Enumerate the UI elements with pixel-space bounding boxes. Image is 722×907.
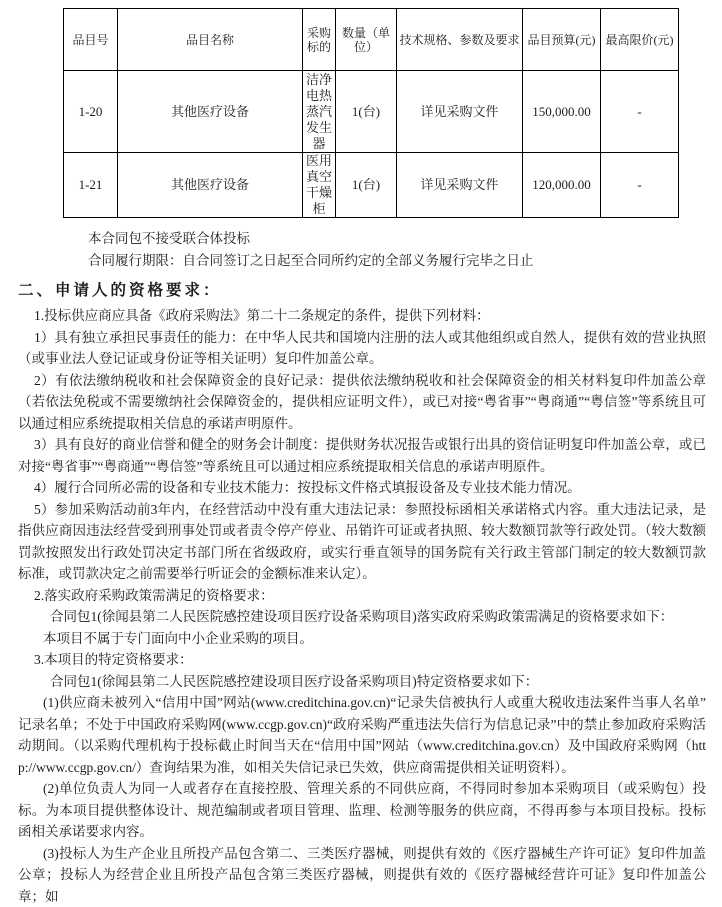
cell-target: 医用真空干燥柜: [303, 153, 336, 218]
paragraph: 3）具有良好的商业信誉和健全的财务会计制度：提供财务状况报告或银行出具的资信证明复印件加盖公章，或已对接“粤省事”“粤商通”“粤信签”等系统且可以通过相应系统提取相关信息的承诺声明原件。: [18, 434, 706, 477]
header-cell-max-price: 最高限价(元): [601, 9, 679, 71]
table-header-row: [64, 9, 679, 71]
header-cell-budget: 品目预算(元): [523, 9, 601, 71]
paragraph: 5）参加采购活动前3年内，在经营活动中没有重大违法记录：参照投标函相关承诺格式内容。重大违法记录，是指供应商因违法经营受到刑事处罚或者责令停产停业、吊销许可证或者执照、较大数额罚款等行政处罚。（较大数额罚款按照发出行政处罚决定书部门所在省级政府，或实行垂直领导的国务院有关行政主管部门制定的较大数额罚款标准，或罚款决定之前需要举行听证会的金额标准来认定）。: [18, 499, 706, 585]
paragraph: (2)单位负责人为同一人或者存在直接控股、管理关系的不同供应商，不得同时参加本采购项目（或采购包）投标。为本项目提供整体设计、规范编制或者项目管理、监理、检测等服务的供应商，不得再参与本项目投标。投标函相关承诺要求内容。: [18, 778, 706, 843]
paragraph: 合同包1(徐闻县第二人民医院感控建设项目医疗设备采购项目)特定资格要求如下：: [18, 671, 706, 693]
note-contract-period: 合同履行期限：自合同签订之日起至合同所约定的全部义务履行完毕之日止: [18, 250, 706, 272]
cell-target: 洁净电热蒸汽发生器: [303, 71, 336, 153]
cell-budget: 120,000.00: [523, 153, 601, 218]
header-cell-item-no: 品目号: [64, 9, 118, 71]
cell-budget: 150,000.00: [523, 71, 601, 153]
header-cell-specs: 技术规格、参数及要求: [397, 9, 523, 71]
paragraph: 1）具有独立承担民事责任的能力：在中华人民共和国境内注册的法人或其他组织或自然人，提供有效的营业执照（或事业法人登记证或身份证等相关证明）复印件加盖公章。: [18, 327, 706, 370]
paragraph: 2）有依法缴纳税收和社会保障资金的良好记录：提供依法缴纳税收和社会保障资金的相关材料复印件加盖公章（若依法免税或不需要缴纳社会保障资金的，提供相应证明文件），或已对接“粤省事”“粤商通”“粤信签”等系统且可以通过相应系统提取相关信息的承诺声明原件。: [18, 370, 706, 435]
section-heading-applicant-qualification: 二、申请人的资格要求：: [18, 280, 706, 302]
cell-quantity: 1(台): [336, 71, 397, 153]
cell-item-no: 1-20: [64, 71, 118, 153]
paragraph: 合同包1(徐闻县第二人民医院感控建设项目医疗设备采购项目)落实政府采购政策需满足的资格要求如下：: [18, 606, 706, 628]
cell-specs: 详见采购文件: [397, 71, 523, 153]
paragraph: (1)供应商未被列入“信用中国”网站(www.creditchina.gov.cn)“记录失信被执行人或重大税收违法案件当事人名单”记录名单；不处于中国政府采购网(www.ccgp.gov.cn)“政府采购严重违法失信行为信息记录”中的禁止参加政府采购活动期间。（以采购代理机构于投标截止时间当天在“信用中国”网站（www.creditchina.gov.cn）及中国政府采购网（http://www.ccgp.gov.cn/）查询结果为准，如相关失信记录已失效，供应商需提供相关证明资料）。: [18, 692, 706, 778]
cell-specs: 详见采购文件: [397, 153, 523, 218]
cell-item-name: 其他医疗设备: [118, 153, 303, 218]
header-cell-quantity: 数量（单位）: [336, 9, 397, 71]
table-row: [64, 71, 679, 153]
procurement-items-table: [63, 8, 679, 218]
header-cell-target: 采购标的: [303, 9, 336, 71]
paragraph: 2.落实政府采购政策需满足的资格要求：: [18, 585, 706, 607]
paragraph: 1.投标供应商应具备《政府采购法》第二十二条规定的条件，提供下列材料：: [18, 305, 706, 327]
paragraph: (3)投标人为生产企业且所投产品包含第二、三类医疗器械，则提供有效的《医疗器械生产许可证》复印件加盖公章；投标人为经营企业且所投产品包含第三类医疗器械，则提供有效的《医疗器械经营许可证》复印件加盖公章；如: [18, 843, 706, 907]
paragraph: 4）履行合同所必需的设备和专业技术能力：按投标文件格式填报设备及专业技术能力情况。: [18, 477, 706, 499]
qualification-requirements-body: [18, 305, 706, 907]
cell-max-price: -: [601, 71, 679, 153]
paragraph: 本项目不属于专门面向中小企业采购的项目。: [18, 628, 706, 650]
paragraph: 3.本项目的特定资格要求：: [18, 649, 706, 671]
cell-item-no: 1-21: [64, 153, 118, 218]
table-row: [64, 153, 679, 218]
note-no-consortium: 本合同包不接受联合体投标: [18, 228, 706, 250]
cell-quantity: 1(台): [336, 153, 397, 218]
header-cell-item-name: 品目名称: [118, 9, 303, 71]
cell-item-name: 其他医疗设备: [118, 71, 303, 153]
cell-max-price: -: [601, 153, 679, 218]
